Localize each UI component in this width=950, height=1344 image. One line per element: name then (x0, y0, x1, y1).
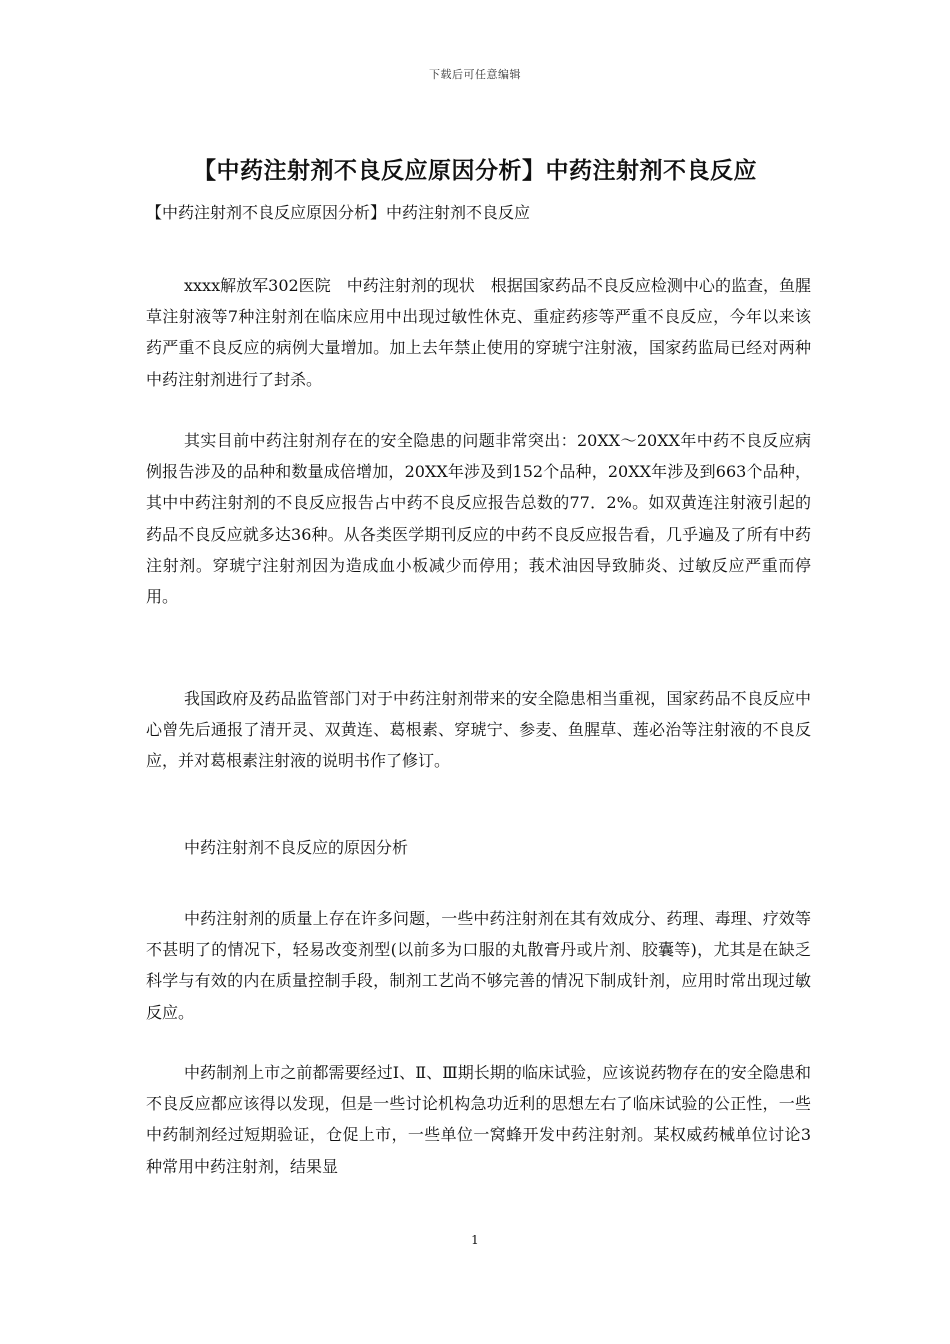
page-number: 1 (471, 1233, 479, 1247)
paragraph: xxxx解放军302医院 中药注射剂的现状 根据国家药品不良反应检测中心的监查，鱼腥草注射液等7种注射剂在临床应用中出现过敏性休克、重症药疹等严重不良反应，今年以来该药严重不良反应的病例大量增加。加上去年禁止使用的穿琥宁注射液，国家药监局已经对两种中药注射剂进行了封杀。 (146, 276, 811, 389)
paragraph: 中药制剂上市之前都需要经过Ⅰ、Ⅱ、Ⅲ期长期的临床试验，应该说药物存在的安全隐患和不良反应都应该得以发现，但是一些讨论机构急功近利的思想左右了临床试验的公正性，一些中药制剂经过短期验证，仓促上市，一些单位一窝蜂开发中药注射剂。某权威药械单位讨论3种常用中药注射剂，结果显 (146, 1063, 811, 1176)
document-subtitle: 【中药注射剂不良反应原因分析】中药注射剂不良反应 (146, 203, 531, 222)
paragraph: 我国政府及药品监管部门对于中药注射剂带来的安全隐患相当重视，国家药品不良反应中心曾先后通报了清开灵、双黄连、葛根素、穿琥宁、参麦、鱼腥草、莲必治等注射液的不良反应，并对葛根素注射液的说明书作了修订。 (146, 689, 811, 771)
document-title: 【中药注射剂不良反应原因分析】中药注射剂不良反应 (193, 158, 757, 184)
section-heading: 中药注射剂不良反应的原因分析 (184, 838, 409, 857)
paragraph: 中药注射剂的质量上存在许多问题，一些中药注射剂在其有效成分、药理、毒理、疗效等不甚明了的情况下，轻易改变剂型(以前多为口服的丸散膏丹或片剂、胶囊等)，尤其是在缺乏科学与有效的内在质量控制手段，制剂工艺尚不够完善的情况下制成针剂，应用时常出现过敏反应。 (146, 909, 811, 1022)
header-note: 下载后可任意编辑 (429, 68, 521, 81)
paragraph: 其实目前中药注射剂存在的安全隐患的问题非常突出：20XX～20XX年中药不良反应病例报告涉及的品种和数量成倍增加，20XX年涉及到152个品种，20XX年涉及到663个品种，其中中药注射剂的不良反应报告占中药不良反应报告总数的77．2%。如双黄连注射液引起的药品不良反应就多达36种。从各类医学期刊反应的中药不良反应报告看，几乎遍及了所有中药注射剂。穿琥宁注射剂因为造成血小板减少而停用；莪术油因导致肺炎、过敏反应严重而停用。 (146, 431, 811, 607)
